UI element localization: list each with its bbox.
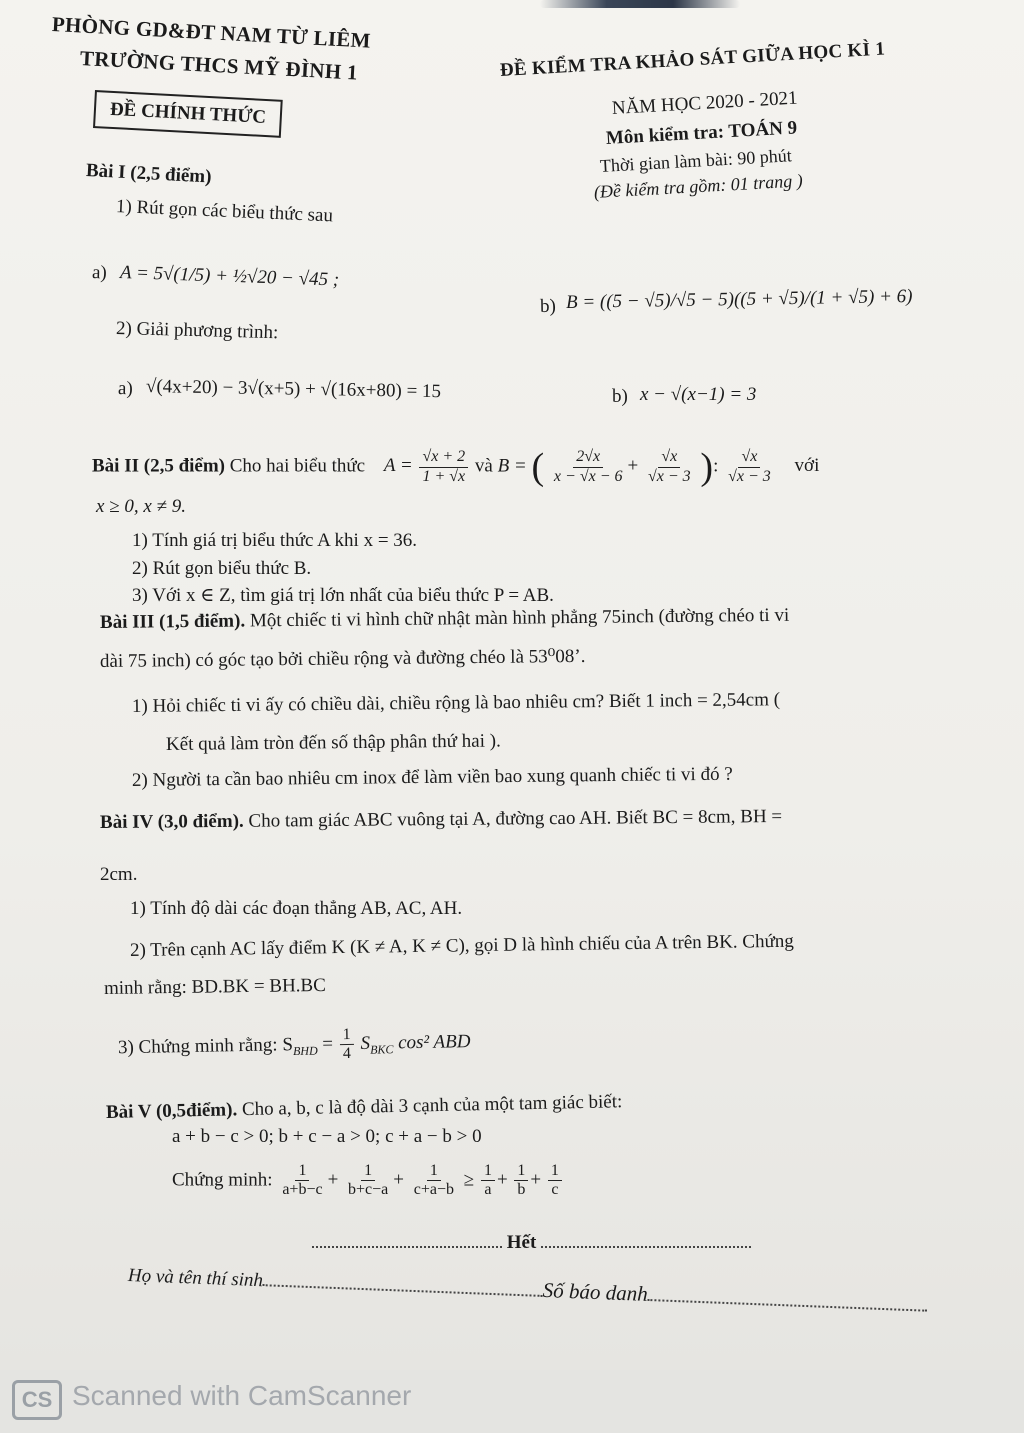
bai4-q2b: minh rằng: BD.BK = BH.BC [103,974,326,999]
rfrac-1-den: a [484,1181,492,1199]
frac-3-num: 1 [427,1162,441,1181]
paren-open: ( [531,446,545,488]
bai3-q2: 2) Người ta cần bao nhiêu cm inox để làm viền bao xung quanh chiếc ti vi đó ? [131,763,733,791]
bai2-title: Bài II (2,5 điểm) [92,455,225,477]
expr-a-num: √x + 2 [419,448,468,467]
bai4-line1 [100,806,782,834]
expr-b-symbol: B = [497,455,527,477]
school-year: NĂM HỌC 2020 - 2021 [611,87,799,119]
department-name: PHÒNG GD&ĐT NAM TỪ LIÊM [51,12,372,53]
rfrac-2 [514,1162,528,1200]
bai4-q3-text: 3) Chứng minh rằng: S [117,1034,294,1059]
sbd-dots [647,1297,927,1312]
expr-b-frac1 [551,448,626,486]
bai3-title: Bài III (1,5 điểm). [99,610,246,633]
end-label: Hết [506,1232,537,1253]
quarter-den: 4 [342,1045,352,1063]
frac-3 [411,1162,457,1200]
bai3-line1 [100,605,789,634]
bai2-condition: x ≥ 0, x ≠ 9. [96,496,186,517]
bai1-q1b-label: b) [539,295,557,317]
bai3-q1a: 1) Hỏi chiếc ti vi ấy có chiều dài, chiều rộng là bao nhiêu cm? Biết 1 inch = 2,54cm ( [131,689,781,717]
bai1-q2b-expr: x − √(x−1) = 3 [640,384,757,405]
bai1-q2a-label: a) [117,378,133,400]
rfrac-1-num: 1 [481,1162,495,1181]
bai5-line1 [106,1091,623,1124]
candidate-name-label: Họ và tên thí sinh [127,1265,264,1292]
bai4-q3-sub1: BHD [292,1043,318,1058]
bai4-title: Bài IV (3,0 điểm). [99,810,244,833]
bai3-line2: dài 75 inch) có góc tạo bởi chiều rộng và đường chéo là 53⁰08’. [99,645,586,672]
expr-b-frac1-den: x − √x − 6 [553,467,623,485]
camscanner-logo: CS [12,1380,62,1420]
quarter-fraction [339,1026,354,1064]
bai5-intro: Cho a, b, c là độ dài 3 cạnh của một tam giác biết: [241,1091,623,1121]
bai2-q3: 3) Với x ∈ Z, tìm giá trị lớn nhất của biểu thức P = AB. [132,585,554,606]
subject: Môn kiểm tra: TOÁN 9 [605,117,798,149]
bai2-q2: 2) Rút gọn biểu thức B. [132,558,312,579]
bai4-q1: 1) Tính độ dài các đoạn thẳng AB, AC, AH. [130,898,463,919]
frac-1 [279,1162,325,1200]
dots-left [312,1244,502,1248]
rfrac-1 [481,1162,495,1200]
bai1-q2b-label: b) [612,386,628,407]
rfrac-3-den: c [551,1181,559,1199]
bai5-prove: Chứng minh: $\frac{1}{a+b-c}$ + $\frac{1}{b+c-a}$ + $\frac{1}{c+a-b}$ ≥ $\frac{1}{a}$ + $\frac{1}{b}$ + $\frac{1}{c}$ [172,1162,564,1200]
rfrac-3-num: 1 [548,1162,562,1181]
name-dots [263,1282,543,1297]
bai1-title: Bài I (2,5 điểm) [85,160,213,188]
bai4-text1: Cho tam giác ABC vuông tại A, đường cao AH. Biết BC = 8cm, BH = [248,806,783,832]
frac-2 [345,1162,391,1200]
bai5-condition: a + b − c > 0; b + c − a > 0; c + a − b > 0 [172,1126,482,1147]
ge-sign: ≥ [463,1169,475,1191]
frac-3-den: c+a−b [413,1181,454,1199]
bai4-q3-end: cos² ABD [397,1031,471,1054]
expr-a-symbol: A = [383,455,413,477]
bai2-with: với [794,455,820,477]
expr-b-frac2-den: √x − 3 [647,467,691,485]
bai1-q2a-expr: √(4x+20) − 3√(x+5) + √(16x+80) = 15 [145,376,442,403]
bai2-and: và [474,455,493,477]
bai4-line2: 2cm. [100,864,138,885]
dots-right [541,1244,751,1248]
end-line [312,1232,751,1254]
bai2-line: Bài II (2,5 điểm) Cho hai biểu thức A = $\frac{√x + 2}{1 + √x}$ và B = ( $\frac{2√x}{x - √x - 6}$ + $\frac{√x}{√x - 3}$ ): $\frac{√x}{√x - 3}$ với [92,446,820,488]
expr-b-frac3-den: √x − 3 [728,467,771,485]
frac-1-num: 1 [295,1162,309,1181]
bai3-text1: Một chiếc ti vi hình chữ nhật màn hình phẳng 75inch (đường chéo ti vi [249,604,790,632]
bai1-q1a-label: a) [91,262,108,284]
bai5-prove-label: Chứng minh: [172,1169,273,1191]
bai5-title: Bài V (0,5điểm). [105,1099,238,1123]
expr-b-frac1-num: 2√x [573,448,603,467]
frac-1-den: a+b−c [282,1181,323,1199]
bai1-q1: 1) Rút gọn các biểu thức sau [115,196,334,227]
bai2-q1: 1) Tính giá trị biểu thức A khi x = 36. [132,530,418,551]
frac-2-num: 1 [361,1162,375,1181]
expr-b-frac2-num: √x [658,448,680,467]
paren-close: ) [700,446,714,488]
candidate-line [128,1262,928,1318]
school-name: TRƯỜNG THCS MỸ ĐÌNH 1 [79,46,359,85]
rfrac-3 [548,1162,562,1200]
expr-b-frac3 [725,448,774,486]
bai1-q1b-expr: B = ((5 − √5)/√5 − 5)((5 + √5)/(1 + √5) + 6) [565,285,913,313]
bai1-q2: 2) Giải phương trình: [115,318,279,344]
exam-title: ĐỀ KIỂM TRA KHẢO SÁT GIỮA HỌC KÌ 1 [499,38,886,81]
official-label: ĐỀ CHÍNH THỨC [109,98,267,129]
bai1-q1a-expr: A = 5√(1/5) + ½√20 − √45 ; [119,262,340,291]
expr-a-fraction [419,448,468,486]
expr-a-den: 1 + √x [422,467,466,485]
rfrac-2-den: b [517,1181,526,1199]
bai4-q3-sub2: BKC [370,1042,394,1057]
page-count: (Đề kiểm tra gồm: 01 trang ) [593,170,804,202]
bai4-q2a: 2) Trên cạnh AC lấy điểm K (K ≠ A, K ≠ C), gọi D là hình chiếu của A trên BK. Chứng [129,930,794,961]
bai3-q1b: Kết quả làm tròn đến số thập phân thứ hai ). [165,730,501,755]
frac-2-den: b+c−a [348,1181,389,1199]
pen-mark [540,0,740,8]
bai4-q3-mid: S [360,1032,371,1055]
expr-b-frac3-num: √x [738,448,760,467]
bai4-q3: 3) Chứng minh rằng: $S_{BHD}$ = $\frac{1}{4}$ $S_{BKC}$ cos² ABD [117,1025,471,1063]
sbd-label: Số báo danh [542,1277,649,1306]
camscanner-watermark: Scanned with CamScanner [72,1380,412,1411]
rfrac-2-num: 1 [514,1162,528,1181]
bai2-intro: Cho hai biểu thức [229,455,366,477]
time-limit: Thời gian làm bài: 90 phút [599,145,793,176]
official-badge [93,90,283,138]
quarter-num: 1 [339,1026,353,1046]
expr-b-frac2 [645,448,694,486]
